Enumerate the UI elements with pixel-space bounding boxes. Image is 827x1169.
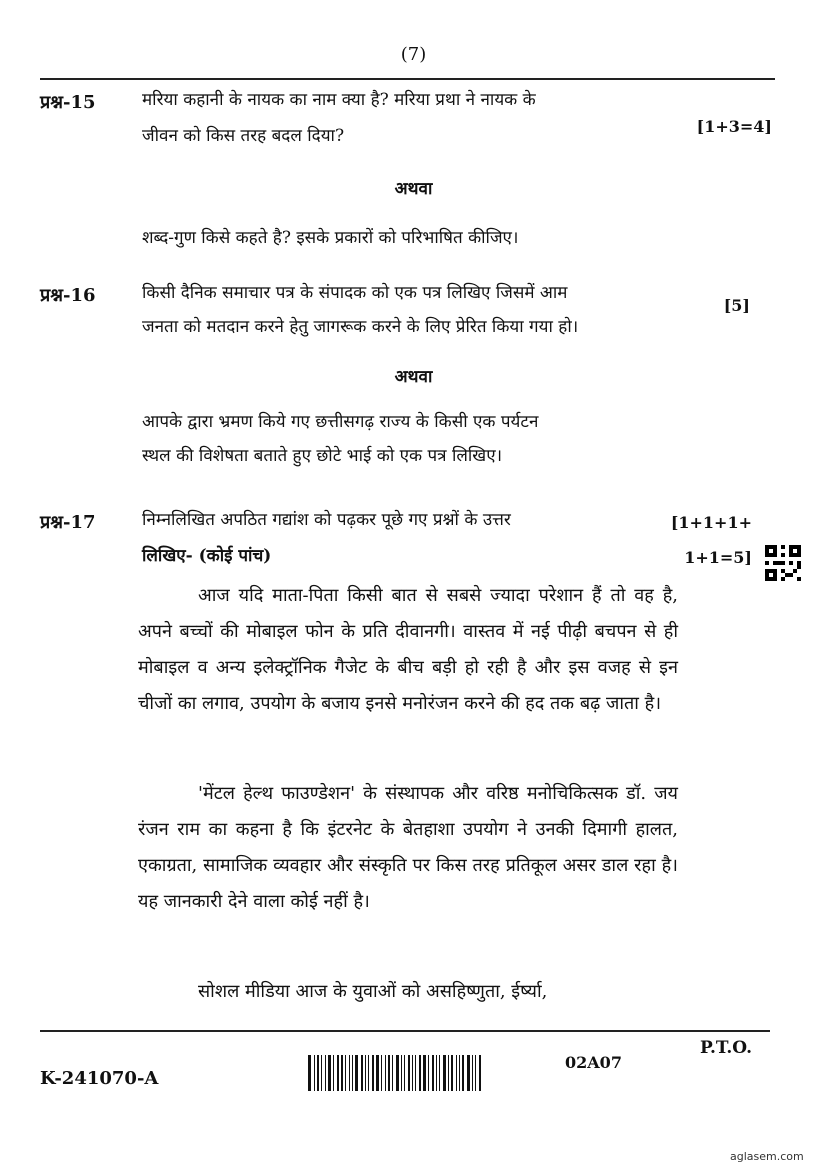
barcode-bar <box>392 1055 393 1091</box>
barcode-bar <box>388 1055 390 1091</box>
barcode-bar <box>365 1055 366 1091</box>
question-16-line-1: किसी दैनिक समाचार पत्र के संपादक को एक पत्र लिखिए जिसमें आम <box>142 283 568 303</box>
question-16-marks: [5] <box>723 296 750 315</box>
passage-paragraph-1: आज यदि माता-पिता किसी बात से सबसे ज्यादा परेशान हैं तो वह है, अपने बच्चों की मोबाइल फोन के प्रति दीवानगी। वास्तव में नई पीढ़ी बचपन से ही मोबाइल व अन्य इलेक्ट्रॉनिक गैजेट के बीच बड़ी हो रही है और इस वजह से इन चीजों का लगाव, उपयोग के बजाय इनसे मनोरंजन करने की हद तक बढ़ जाता है। <box>138 585 678 714</box>
question-15-alt-text: शब्द-गुण किसे कहते है? इसके प्रकारों को परिभाषित कीजिए। <box>142 228 519 248</box>
barcode-bar <box>376 1055 379 1091</box>
barcode-bar <box>423 1055 426 1091</box>
question-17-line-2: लिखिए- (कोई पांच) <box>142 546 272 566</box>
question-17-label: प्रश्न-17 <box>40 512 96 533</box>
question-17-text <box>142 510 662 566</box>
question-15-line-2: जीवन को किस तरह बदल दिया? <box>142 126 345 146</box>
page-number: (7) <box>400 44 427 65</box>
question-16-alt-line-1: आपके द्वारा भ्रमण किये गए छत्तीसगढ़ राज्य के किसी एक पर्यटन <box>142 412 539 432</box>
barcode-bar <box>479 1055 481 1091</box>
barcode-bar <box>436 1055 437 1091</box>
barcode-bar <box>385 1055 386 1091</box>
barcode-text: 02A07 <box>565 1053 622 1072</box>
question-17-marks-line-1: [1+1+1+ <box>670 513 752 532</box>
barcode-bar <box>341 1055 343 1091</box>
question-15-marks: [1+3=4] <box>696 117 772 136</box>
barcode-bar <box>352 1055 353 1091</box>
barcode-bar <box>361 1055 363 1091</box>
question-16-text <box>142 283 702 337</box>
barcode-bar <box>475 1055 476 1091</box>
barcode-image <box>308 1055 538 1091</box>
website-watermark: aglasem.com <box>730 1150 804 1163</box>
paper-code: K-241070-A <box>40 1068 159 1089</box>
barcode-bar <box>349 1055 350 1091</box>
barcode-bar <box>462 1055 464 1091</box>
question-17-marks-line-2: 1+1=5] <box>684 548 752 567</box>
barcode-bar <box>337 1055 339 1091</box>
passage-paragraph-3: सोशल मीडिया आज के युवाओं को असहिष्णुता, ईर्ष्या, <box>198 981 548 1002</box>
barcode-bar <box>345 1055 346 1091</box>
barcode-bar <box>368 1055 369 1091</box>
barcode-bar <box>404 1055 405 1091</box>
top-rule <box>40 78 775 80</box>
barcode-bar <box>448 1055 449 1091</box>
barcode-bar <box>459 1055 460 1091</box>
barcode-bar <box>456 1055 457 1091</box>
barcode-bar <box>467 1055 470 1091</box>
barcode-bar <box>308 1055 311 1091</box>
question-16-alt-line-2: स्थल की विशेषता बताते हुए छोटे भाई को एक पत्र लिखिए। <box>142 446 503 466</box>
passage-paragraph-2: 'मेंटल हेल्थ फाउण्डेशन' के संस्थापक और वरिष्ठ मनोचिकित्सक डॉ. जय रंजन राम का कहना है कि इंटरनेट के बेतहाशा उपयोग ने उनकी दिमागी हालत, एकाग्रता, सामाजिक व्यवहार और संस्कृति पर किस तरह प्रतिकूल असर डाल रहा है। यह जानकारी देने वाला कोई नहीं है। <box>138 783 678 912</box>
question-16-or: अथवा <box>394 367 433 387</box>
question-15-label: प्रश्न-15 <box>40 92 96 113</box>
qr-code-icon <box>765 545 801 581</box>
question-16-line-2: जनता को मतदान करने हेतु जागरूक करने के लिए प्रेरित किया गया हो। <box>142 317 579 337</box>
bottom-rule <box>40 1030 770 1032</box>
question-15-text <box>142 90 662 146</box>
barcode-bar <box>317 1055 319 1091</box>
barcode-bar <box>472 1055 473 1091</box>
barcode-bar <box>381 1055 382 1091</box>
barcode-bar <box>412 1055 413 1091</box>
barcode-bar <box>443 1055 446 1091</box>
question-16-alt-text <box>142 412 702 466</box>
barcode-bar <box>328 1055 331 1091</box>
barcode-bar <box>432 1055 434 1091</box>
barcode-bar <box>325 1055 326 1091</box>
barcode-bar <box>415 1055 416 1091</box>
question-15-or: अथवा <box>394 179 433 199</box>
barcode-bar <box>372 1055 374 1091</box>
barcode-bar <box>408 1055 410 1091</box>
question-17-line-1: निम्नलिखित अपठित गद्यांश को पढ़कर पूछे गए प्रश्नों के उत्तर <box>142 510 511 530</box>
barcode-bar <box>428 1055 429 1091</box>
question-16-label: प्रश्न-16 <box>40 285 96 306</box>
barcode-bar <box>401 1055 402 1091</box>
barcode-bar <box>314 1055 315 1091</box>
barcode-bar <box>439 1055 440 1091</box>
barcode-bar <box>321 1055 322 1091</box>
pto-label: P.T.O. <box>700 1038 752 1058</box>
barcode-bar <box>333 1055 334 1091</box>
barcode-bar <box>355 1055 358 1091</box>
barcode-bar <box>451 1055 453 1091</box>
barcode-bar <box>419 1055 421 1091</box>
barcode-bar <box>396 1055 399 1091</box>
question-15-line-1: मरिया कहानी के नायक का नाम क्या है? मरिया प्रथा ने नायक के <box>142 90 536 110</box>
